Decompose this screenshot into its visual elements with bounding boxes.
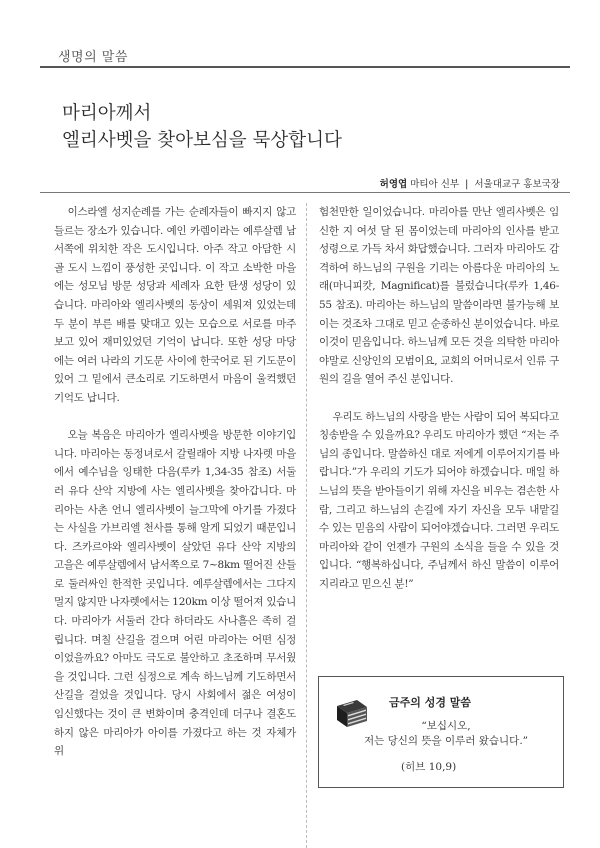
scripture-box xyxy=(318,676,564,788)
article-paragraph: 우리도 하느님의 사랑을 받는 사람이 되어 복되다고 칭송받을 수 있을까요? 우리도 마리아가 했던 “저는 주님의 종입니다. 말씀하신 대로 저에게 이루어지기를 바랍니다.”가 우리의 기도가 되어야 하겠습니다. 매일 하느님의 뜻을 받아들이기 위해 자신을 비우는 겸손한 사람, 그리고 하느님의 손길에 자기 자신을 모두 내맡길 수 있는 믿음의 사람이 되어야겠습니다. 그러면 우리도 마리아와 같이 언젠가 구원의 소식을 들을 수 있을 것입니다. “행복하십니다, 주님께서 하신 말씀이 이루어지리라고 믿으신 분!” xyxy=(319,410,559,590)
title-line: 마리아께서 xyxy=(62,103,152,124)
byline-divider xyxy=(40,192,570,193)
author-affiliation: 서울대교구 홍보국장 xyxy=(474,179,560,190)
title-line: 엘리사벳을 찾아보심을 묵상합니다 xyxy=(62,130,342,151)
article-title xyxy=(62,100,342,154)
article-column-left xyxy=(54,203,296,761)
verse-line: 저는 당신의 뜻을 이루러 왔습니다.” xyxy=(363,735,529,747)
column-divider xyxy=(306,203,307,848)
scripture-reference: (히브 10,9) xyxy=(401,761,457,773)
article-paragraph: 험천만한 일이었습니다. 마리아를 만난 엘리사벳은 임신한 지 여섯 달 된 몸이었는데 마리아의 인사를 받고 성령으로 가득 차서 화답했습니다. 그러자 마리아도 감격하여 하느님의 구원을 기리는 아름다운 마리아의 노래(마니피캇, Magnificat)를 불렀습니다(루카 1,46-55 참조). 마리아는 하느님의 말씀이라면 불가능해 보이는 것조차 그대로 믿고 순종하신 분이었습니다. 바로 이것이 믿음입니다. 하느님께 모든 것을 의탁한 마리아야말로 신앙인의 모범이요, 교회의 어머니로서 인류 구원의 길을 열어 주신 분입니다. xyxy=(319,206,559,386)
scripture-verse xyxy=(351,719,541,749)
section-label: 생명의 말씀 xyxy=(58,50,128,65)
article-paragraph: 이스라엘 성지순례를 가는 순례자들이 빠지지 않고 들르는 장소가 있습니다. 예인 카렘이라는 예루살렘 남서쪽에 위치한 작은 도시입니다. 아주 작고 아담한 시골 도시 느낌이 풍성한 곳입니다. 이 작고 소박한 마을에는 성모님 방문 성당과 세례자 요한 탄생 성당이 있습니다. 마리아와 엘리사벳의 동상이 세워져 있었는데 두 분이 부른 배를 맞대고 있는 모습으로 서로를 마주 보고 있어 재미있었던 기억이 납니다. 또한 성당 마당에는 여러 나라의 기도문 사이에 한국어로 된 기도문이 있어 그 밑에서 큰소리로 기도하면서 마음이 울컥했던 기억도 납니다. xyxy=(54,206,296,404)
section-divider xyxy=(40,66,570,68)
author-role: 마티아 신부 xyxy=(410,179,460,190)
verse-line: “보십시오, xyxy=(421,720,471,732)
author-byline xyxy=(380,176,560,190)
byline-separator: | xyxy=(465,179,469,190)
article-paragraph: 오늘 복음은 마리아가 엘리사벳을 방문한 이야기입니다. 마리아는 동정녀로서 갈릴래아 지방 나자렛 마을에서 예수님을 잉태한 다음(루카 1,34-35 참조) 서둘러 유다 산악 지방에 사는 엘리사벳을 찾아갑니다. 마리아는 사촌 언니 엘리사벳이 늘그막에 아기를 가졌다는 사실을 가브리엘 천사를 통해 알게 되었기 때문입니다. 즈카르야와 엘리사벳이 살았던 유다 산악 지방의 고을은 예루살렘에서 남서쪽으로 7~8km 떨어진 산들로 둘러싸인 한적한 곳입니다. 예루살렘에서는 그다지 멀지 않지만 나자렛에서는 120km 이상 떨어져 있습니다. 마리아가 서둘러 간다 하더라도 사나흘은 족히 걸립니다. 며칠 산길을 걸으며 어린 마리아는 어떤 심정이었을까요? 아마도 극도로 불안하고 초조하며 무서웠을 것입니다. 그런 심정으로 계속 하느님께 기도하면서 산길을 걸었을 것입니다. 당시 사회에서 젊은 여성이 임신했다는 것이 큰 변화이며 충격인데 더구나 결혼도 하지 않은 마리아가 아이를 가졌다고 하는 것 자체가 위 xyxy=(54,429,296,758)
article-column-right xyxy=(319,203,559,593)
scripture-heading: 금주의 성경 말씀 xyxy=(389,696,472,709)
author-name: 허영엽 xyxy=(379,179,408,190)
